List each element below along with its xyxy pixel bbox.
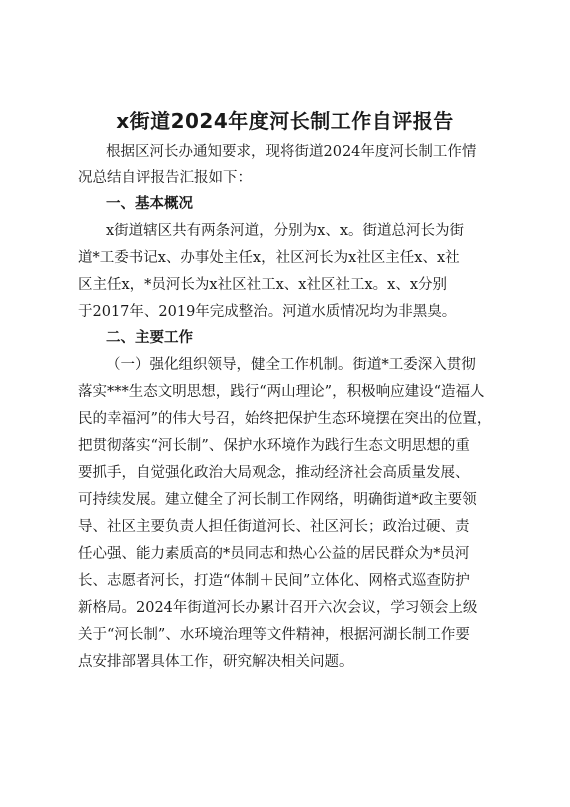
paragraph-line: 于2017年、2019年完成整治。河道水质情况均为非黑臭。 [78,304,457,320]
section-heading-overview: 一、基本概况 [106,196,193,212]
paragraph-line: 把贯彻落实“河长制”、保护水环境作为践行生态文明思想的重 [78,438,470,454]
paragraph-line: x街道辖区共有两条河道，分别为x、x。街道总河长为街 [106,223,465,239]
paragraph-line: 区主任x，*员河长为x社区社工x、x社区社工x。x、x分别 [78,277,447,293]
paragraph-line: 可持续发展。建立健全了河长制工作网络，明确街道*政主要领 [78,492,477,508]
paragraph-line: 道*工委书记x、办事处主任x，社区河长为x社区主任x、x社 [78,250,460,266]
paragraph-line: 任心强、能力素质高的*员同志和热心公益的居民群众为*员河 [78,546,470,562]
paragraph-line: 要抓手，自觉强化政治大局观念，推动经济社会高质量发展、 [78,465,470,481]
paragraph-line: 点安排部署具体工作，研究解决相关问题。 [78,654,354,670]
paragraph-line: 新格局。2024年街道河长办累计召开六次会议，学习领会上级 [78,600,478,616]
paragraph-line: 况总结自评报告汇报如下： [78,170,252,186]
paragraph-line: 民的幸福河”的伟大号召，始终把保护生态环境摆在突出的位置， [78,411,492,427]
paragraph-line: 导、社区主要负责人担任街道河长、社区河长；政治过硬、责 [78,519,470,535]
document-title: x街道2024年度河长制工作自评报告 [116,109,454,133]
paragraph-line: 落实***生态文明思想，践行“两山理论”，积极响应建设“造福人 [78,384,485,400]
paragraph-line: 根据区河长办通知要求，现将街道2024年度河长制工作情 [106,144,477,160]
paragraph-line: 长、志愿者河长，打造“体制＋民间”立体化、网格式巡查防护 [78,573,470,589]
paragraph-line: （一）强化组织领导，健全工作机制。街道*工委深入贯彻 [106,357,476,373]
section-heading-main-work: 二、主要工作 [106,330,193,346]
paragraph-line: 关于“河长制”、水环境治理等文件精神，根据河湖长制工作要 [78,627,470,643]
